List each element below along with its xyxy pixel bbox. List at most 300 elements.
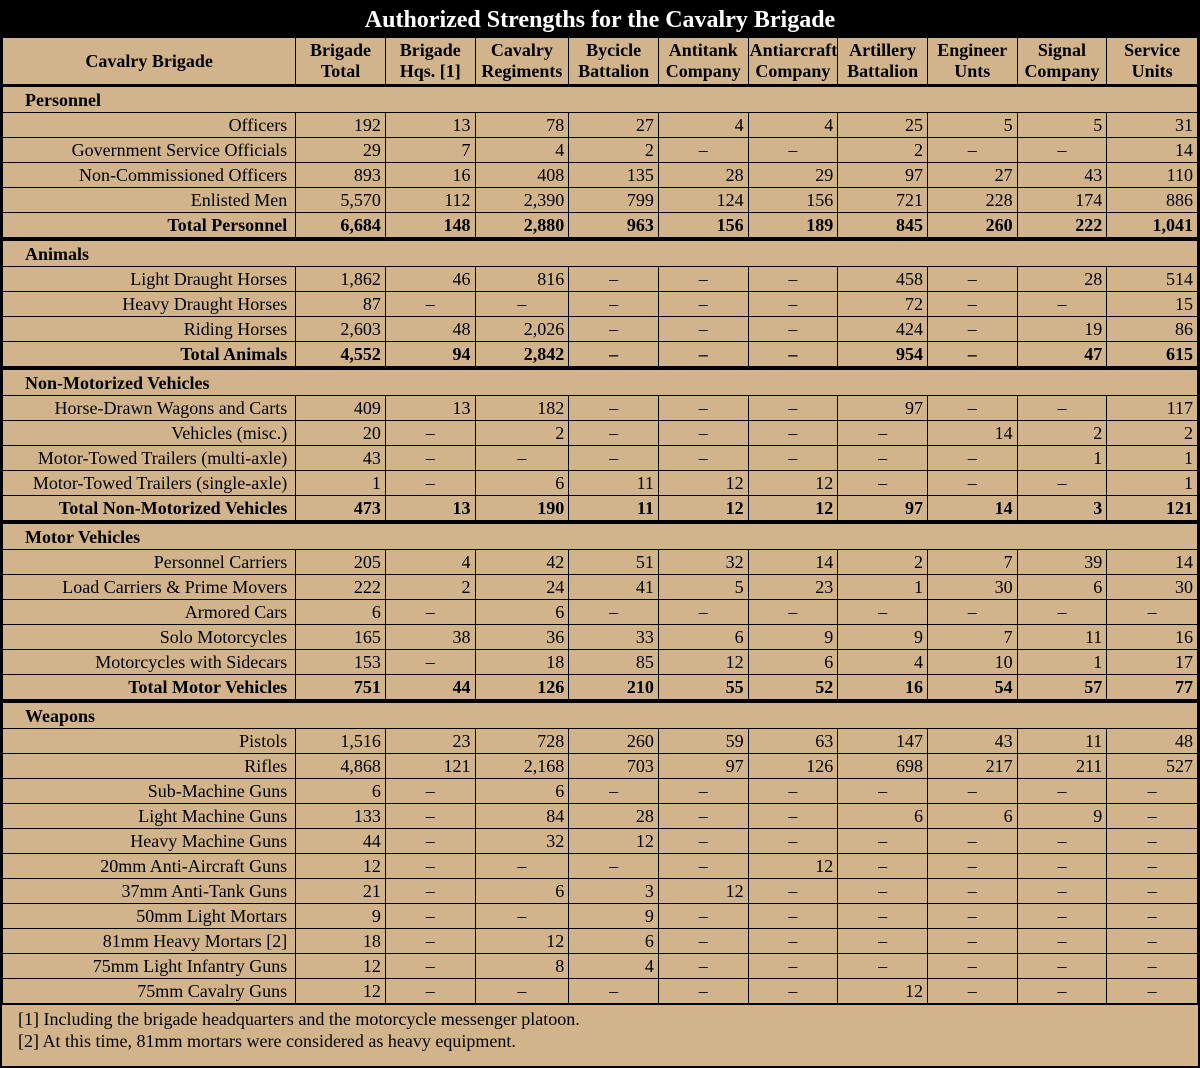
table-cell: – xyxy=(838,421,928,446)
table-cell: 9 xyxy=(748,625,838,650)
table-cell: – xyxy=(748,342,838,369)
table-cell: 9 xyxy=(296,904,386,929)
row-label: 37mm Anti-Tank Guns xyxy=(3,879,296,904)
row-label: Total Animals xyxy=(3,342,296,369)
row-label: Personnel Carriers xyxy=(3,550,296,575)
table-cell: 1 xyxy=(1107,446,1198,471)
table-cell: – xyxy=(658,954,748,979)
section-title: Animals xyxy=(3,239,1198,267)
table-cell: 77 xyxy=(1107,675,1198,702)
table-cell: 2,390 xyxy=(475,188,569,213)
table-cell: 2 xyxy=(838,138,928,163)
table-cell: 12 xyxy=(838,979,928,1004)
table-cell: 6 xyxy=(475,600,569,625)
table-cell: 36 xyxy=(475,625,569,650)
table-cell: 3 xyxy=(569,879,659,904)
table-cell: 117 xyxy=(1107,396,1198,421)
table-cell: 94 xyxy=(385,342,475,369)
table-cell: 110 xyxy=(1107,163,1198,188)
table-cell: 32 xyxy=(475,829,569,854)
table-cell: – xyxy=(1107,854,1198,879)
table-cell: 63 xyxy=(748,729,838,754)
table-cell: 2,026 xyxy=(475,317,569,342)
column-header xyxy=(569,38,659,86)
table-cell: 2 xyxy=(569,138,659,163)
table-cell: 11 xyxy=(1017,625,1107,650)
table-cell: 30 xyxy=(1107,575,1198,600)
table-cell: 87 xyxy=(296,292,386,317)
table-cell: – xyxy=(1017,854,1107,879)
table-cell: 4,552 xyxy=(296,342,386,369)
table-cell: 424 xyxy=(838,317,928,342)
table-cell: – xyxy=(658,854,748,879)
table-cell: 12 xyxy=(658,471,748,496)
table-cell: 29 xyxy=(296,138,386,163)
table-row xyxy=(3,396,1198,421)
table-cell: 816 xyxy=(475,267,569,292)
table-title: Authorized Strengths for the Cavalry Brigade xyxy=(2,2,1198,37)
table-cell: 97 xyxy=(838,396,928,421)
column-header xyxy=(838,38,928,86)
table-cell: 1 xyxy=(1107,471,1198,496)
table-cell: 2 xyxy=(838,550,928,575)
table-cell: 954 xyxy=(838,342,928,369)
table-cell: 16 xyxy=(1107,625,1198,650)
table-cell: 6 xyxy=(927,804,1017,829)
table-cell: 2,880 xyxy=(475,213,569,240)
table-row xyxy=(3,804,1198,829)
table-cell: 30 xyxy=(927,575,1017,600)
table-cell: 12 xyxy=(658,879,748,904)
table-cell: 2 xyxy=(385,575,475,600)
table-cell: – xyxy=(748,421,838,446)
section-title: Personnel xyxy=(3,86,1198,113)
row-label: Motor-Towed Trailers (multi-axle) xyxy=(3,446,296,471)
table-cell: 1,516 xyxy=(296,729,386,754)
table-cell: 57 xyxy=(1017,675,1107,702)
table-cell: 728 xyxy=(475,729,569,754)
column-header-line: Antiarcraft xyxy=(749,40,838,60)
table-cell: – xyxy=(1017,954,1107,979)
column-header-line: Signal xyxy=(1037,40,1086,60)
table-cell: 222 xyxy=(296,575,386,600)
table-cell: – xyxy=(385,929,475,954)
table-cell: 20 xyxy=(296,421,386,446)
table-cell: – xyxy=(927,879,1017,904)
table-cell: 217 xyxy=(927,754,1017,779)
table-cell: 2 xyxy=(475,421,569,446)
table-cell: 4 xyxy=(385,550,475,575)
table-cell: 12 xyxy=(475,929,569,954)
table-cell: – xyxy=(927,904,1017,929)
table-cell: 28 xyxy=(658,163,748,188)
row-label: Heavy Machine Guns xyxy=(3,829,296,854)
table-cell: 44 xyxy=(296,829,386,854)
column-header-line: Company xyxy=(665,61,741,81)
column-header-line: Battalion xyxy=(847,61,919,81)
table-cell: – xyxy=(927,292,1017,317)
table-row xyxy=(3,729,1198,754)
table-cell: – xyxy=(838,854,928,879)
column-header-line: Units xyxy=(1131,61,1173,81)
table-cell: – xyxy=(1107,804,1198,829)
table-cell: 3 xyxy=(1017,496,1107,523)
table-cell: – xyxy=(927,471,1017,496)
table-cell: 5 xyxy=(927,113,1017,138)
table-row xyxy=(3,929,1198,954)
table-cell: 963 xyxy=(569,213,659,240)
table-cell: 55 xyxy=(658,675,748,702)
table-cell: 6 xyxy=(569,929,659,954)
table-cell: 514 xyxy=(1107,267,1198,292)
table-cell: 17 xyxy=(1107,650,1198,675)
table-cell: – xyxy=(927,396,1017,421)
table-row xyxy=(3,625,1198,650)
table-cell: 6,684 xyxy=(296,213,386,240)
table-cell: 97 xyxy=(658,754,748,779)
table-cell: 12 xyxy=(658,650,748,675)
table-cell: 13 xyxy=(385,396,475,421)
table-cell: 156 xyxy=(748,188,838,213)
total-row xyxy=(3,496,1198,523)
table-cell: – xyxy=(927,829,1017,854)
table-cell: 182 xyxy=(475,396,569,421)
table-cell: 48 xyxy=(385,317,475,342)
row-label: Officers xyxy=(3,113,296,138)
table-cell: 222 xyxy=(1017,213,1107,240)
table-cell: 615 xyxy=(1107,342,1198,369)
table-row xyxy=(3,267,1198,292)
table-cell: 14 xyxy=(1107,550,1198,575)
table-cell: 28 xyxy=(569,804,659,829)
column-header-line: Bycicle xyxy=(586,40,642,60)
table-cell: 97 xyxy=(838,496,928,523)
footnotes xyxy=(2,1004,1198,1052)
section-header-row xyxy=(3,701,1198,729)
column-header-line: Battalion xyxy=(578,61,650,81)
table-cell: – xyxy=(658,342,748,369)
table-row xyxy=(3,138,1198,163)
table-cell: 23 xyxy=(748,575,838,600)
table-cell: – xyxy=(658,779,748,804)
table-cell: 86 xyxy=(1107,317,1198,342)
column-header xyxy=(475,38,569,86)
table-row xyxy=(3,829,1198,854)
table-cell: 2,603 xyxy=(296,317,386,342)
table-cell: – xyxy=(385,600,475,625)
table-cell: – xyxy=(385,292,475,317)
table-cell: – xyxy=(385,979,475,1004)
table-cell: 8 xyxy=(475,954,569,979)
table-cell: 5,570 xyxy=(296,188,386,213)
table-cell: – xyxy=(658,267,748,292)
table-cell: 153 xyxy=(296,650,386,675)
table-cell: 121 xyxy=(385,754,475,779)
table-cell: 5 xyxy=(658,575,748,600)
table-cell: 31 xyxy=(1107,113,1198,138)
table-cell: 228 xyxy=(927,188,1017,213)
table-cell: 156 xyxy=(658,213,748,240)
table-cell: 43 xyxy=(1017,163,1107,188)
table-cell: 84 xyxy=(475,804,569,829)
table-cell: 24 xyxy=(475,575,569,600)
table-cell: – xyxy=(748,396,838,421)
table-cell: 43 xyxy=(927,729,1017,754)
strength-table xyxy=(2,37,1198,1004)
row-label: Armored Cars xyxy=(3,600,296,625)
table-cell: 1 xyxy=(296,471,386,496)
table-cell: 6 xyxy=(296,779,386,804)
table-cell: 14 xyxy=(927,496,1017,523)
column-header xyxy=(385,38,475,86)
row-label: Total Personnel xyxy=(3,213,296,240)
table-cell: 893 xyxy=(296,163,386,188)
table-row xyxy=(3,600,1198,625)
table-cell: 12 xyxy=(569,829,659,854)
table-cell: – xyxy=(1017,879,1107,904)
table-cell: 16 xyxy=(838,675,928,702)
column-header-line: Artillery xyxy=(849,40,917,60)
table-cell: 12 xyxy=(748,471,838,496)
table-cell: 112 xyxy=(385,188,475,213)
row-label: 20mm Anti-Aircraft Guns xyxy=(3,854,296,879)
table-cell: 23 xyxy=(385,729,475,754)
table-cell: 751 xyxy=(296,675,386,702)
row-label: Light Machine Guns xyxy=(3,804,296,829)
column-header-line: Brigade xyxy=(399,40,461,60)
table-cell: – xyxy=(385,879,475,904)
table-cell: 4 xyxy=(475,138,569,163)
table-cell: 7 xyxy=(385,138,475,163)
table-cell: 126 xyxy=(748,754,838,779)
column-header-unit: Cavalry Brigade xyxy=(3,38,296,86)
table-cell: 39 xyxy=(1017,550,1107,575)
table-cell: – xyxy=(927,979,1017,1004)
table-cell: 13 xyxy=(385,496,475,523)
column-header xyxy=(1017,38,1107,86)
table-cell: 408 xyxy=(475,163,569,188)
table-cell: – xyxy=(1017,292,1107,317)
column-header-line: Company xyxy=(1024,61,1100,81)
table-cell: 6 xyxy=(838,804,928,829)
table-cell: 25 xyxy=(838,113,928,138)
table-row xyxy=(3,446,1198,471)
table-cell: 2 xyxy=(1017,421,1107,446)
table-row xyxy=(3,954,1198,979)
table-row xyxy=(3,754,1198,779)
row-label: Vehicles (misc.) xyxy=(3,421,296,446)
table-cell: – xyxy=(1017,829,1107,854)
table-cell: – xyxy=(385,471,475,496)
table-cell: 12 xyxy=(658,496,748,523)
table-cell: 14 xyxy=(927,421,1017,446)
row-label: Load Carriers & Prime Movers xyxy=(3,575,296,600)
table-cell: 845 xyxy=(838,213,928,240)
table-cell: – xyxy=(569,317,659,342)
table-cell: – xyxy=(569,421,659,446)
table-row xyxy=(3,113,1198,138)
table-row xyxy=(3,188,1198,213)
table-cell: 135 xyxy=(569,163,659,188)
table-cell: 147 xyxy=(838,729,928,754)
column-header-line: Hqs. [1] xyxy=(399,61,461,81)
table-cell: 54 xyxy=(927,675,1017,702)
row-label: 81mm Heavy Mortars [2] xyxy=(3,929,296,954)
row-label: Rifles xyxy=(3,754,296,779)
table-cell: 9 xyxy=(569,904,659,929)
table-cell: 12 xyxy=(296,979,386,1004)
table-cell: 2 xyxy=(1107,421,1198,446)
table-cell: – xyxy=(658,421,748,446)
table-cell: – xyxy=(658,138,748,163)
table-row xyxy=(3,471,1198,496)
table-cell: 1,041 xyxy=(1107,213,1198,240)
table-cell: – xyxy=(658,292,748,317)
table-cell: – xyxy=(1107,929,1198,954)
table-cell: – xyxy=(658,446,748,471)
table-cell: – xyxy=(1017,779,1107,804)
table-cell: – xyxy=(658,317,748,342)
table-cell: 527 xyxy=(1107,754,1198,779)
table-cell: – xyxy=(1017,471,1107,496)
table-cell: – xyxy=(658,904,748,929)
table-cell: 85 xyxy=(569,650,659,675)
table-cell: 190 xyxy=(475,496,569,523)
column-header xyxy=(658,38,748,86)
table-cell: 2,168 xyxy=(475,754,569,779)
table-cell: 4 xyxy=(569,954,659,979)
column-header-line: Regiments xyxy=(481,61,563,81)
table-row xyxy=(3,879,1198,904)
column-header-line: Service xyxy=(1124,40,1181,60)
table-row xyxy=(3,904,1198,929)
table-row xyxy=(3,317,1198,342)
table-cell: – xyxy=(838,600,928,625)
table-cell: – xyxy=(838,954,928,979)
table-cell: – xyxy=(1017,904,1107,929)
table-cell: – xyxy=(385,954,475,979)
table-cell: 48 xyxy=(1107,729,1198,754)
table-cell: 19 xyxy=(1017,317,1107,342)
table-cell: 1 xyxy=(1017,446,1107,471)
row-label: Pistols xyxy=(3,729,296,754)
table-cell: – xyxy=(748,292,838,317)
table-cell: – xyxy=(927,954,1017,979)
table-cell: – xyxy=(658,929,748,954)
table-cell: 721 xyxy=(838,188,928,213)
table-cell: – xyxy=(838,829,928,854)
table-cell: 12 xyxy=(748,496,838,523)
table-cell: 32 xyxy=(658,550,748,575)
table-cell: 29 xyxy=(748,163,838,188)
table-cell: – xyxy=(569,396,659,421)
table-cell: – xyxy=(475,292,569,317)
table-cell: 47 xyxy=(1017,342,1107,369)
table-cell: 189 xyxy=(748,213,838,240)
table-cell: – xyxy=(385,904,475,929)
table-cell: – xyxy=(838,904,928,929)
section-title: Motor Vehicles xyxy=(3,522,1198,550)
table-cell: – xyxy=(1107,879,1198,904)
table-cell: 126 xyxy=(475,675,569,702)
table-cell: 38 xyxy=(385,625,475,650)
table-cell: 13 xyxy=(385,113,475,138)
column-header-line: Antitank xyxy=(668,40,738,60)
table-cell: 59 xyxy=(658,729,748,754)
table-cell: 260 xyxy=(927,213,1017,240)
table-cell: 78 xyxy=(475,113,569,138)
table-cell: – xyxy=(748,954,838,979)
table-cell: – xyxy=(569,446,659,471)
table-cell: 211 xyxy=(1017,754,1107,779)
table-cell: – xyxy=(658,829,748,854)
row-label: Non-Commissioned Officers xyxy=(3,163,296,188)
table-cell: 6 xyxy=(475,779,569,804)
table-cell: – xyxy=(385,804,475,829)
table-cell: – xyxy=(1107,779,1198,804)
table-cell: 133 xyxy=(296,804,386,829)
table-cell: 21 xyxy=(296,879,386,904)
table-cell: – xyxy=(658,979,748,1004)
table-cell: 11 xyxy=(569,496,659,523)
table-cell: – xyxy=(385,779,475,804)
table-cell: 14 xyxy=(1107,138,1198,163)
table-cell: – xyxy=(838,929,928,954)
table-cell: – xyxy=(927,267,1017,292)
footnote: [2] At this time, 81mm mortars were considered as heavy equipment. xyxy=(18,1031,516,1051)
table-row xyxy=(3,979,1198,1004)
table-cell: 886 xyxy=(1107,188,1198,213)
table-cell: 6 xyxy=(658,625,748,650)
section-header-row xyxy=(3,86,1198,113)
column-header-line: Brigade xyxy=(310,40,372,60)
column-header-line: Total xyxy=(320,61,361,81)
table-cell: – xyxy=(385,829,475,854)
table-cell: – xyxy=(569,600,659,625)
table-cell: – xyxy=(569,854,659,879)
table-cell: – xyxy=(658,600,748,625)
table-cell: – xyxy=(569,779,659,804)
table-cell: – xyxy=(838,446,928,471)
row-label: Government Service Officials xyxy=(3,138,296,163)
table-cell: – xyxy=(748,267,838,292)
row-label: Horse-Drawn Wagons and Carts xyxy=(3,396,296,421)
table-cell: 12 xyxy=(296,954,386,979)
row-label: 75mm Light Infantry Guns xyxy=(3,954,296,979)
table-row xyxy=(3,575,1198,600)
table-cell: 1 xyxy=(838,575,928,600)
table-cell: 4 xyxy=(658,113,748,138)
table-row xyxy=(3,550,1198,575)
table-cell: – xyxy=(927,779,1017,804)
section-header-row xyxy=(3,368,1198,396)
table-cell: 11 xyxy=(569,471,659,496)
table-cell: 7 xyxy=(927,625,1017,650)
table-cell: 9 xyxy=(1017,804,1107,829)
table-cell: – xyxy=(838,471,928,496)
table-cell: 27 xyxy=(569,113,659,138)
table-cell: 124 xyxy=(658,188,748,213)
table-cell: – xyxy=(385,446,475,471)
table-row xyxy=(3,292,1198,317)
table-cell: – xyxy=(838,879,928,904)
row-label: Solo Motorcycles xyxy=(3,625,296,650)
table-cell: 4 xyxy=(838,650,928,675)
table-cell: 1 xyxy=(1017,650,1107,675)
table-row xyxy=(3,650,1198,675)
table-cell: 260 xyxy=(569,729,659,754)
table-cell: 6 xyxy=(475,471,569,496)
